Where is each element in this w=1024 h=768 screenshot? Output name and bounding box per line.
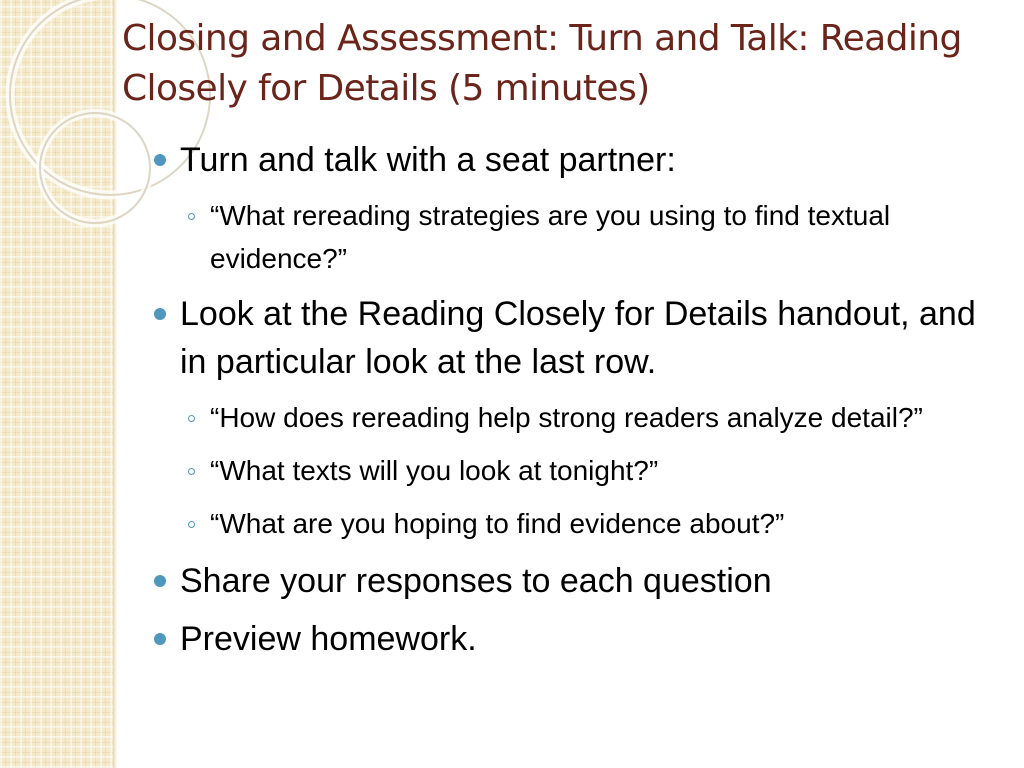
sub-bullet-item <box>150 449 1000 492</box>
bullet-dot-icon <box>154 575 166 587</box>
bullet-text: Preview homework. <box>180 620 477 658</box>
bullet-item <box>150 136 1000 184</box>
bullet-item <box>150 615 1000 663</box>
slide-title: Closing and Assessment: Turn and Talk: Reading Closely for Details (5 minutes) <box>122 18 962 109</box>
bullet-dot-icon <box>154 633 166 645</box>
sub-bullet-text: “What texts will you look at tonight?” <box>210 455 659 486</box>
sub-bullet-ring-icon <box>188 468 195 475</box>
sub-bullet-ring-icon <box>188 415 195 422</box>
bullet-text: Turn and talk with a seat partner: <box>180 141 676 179</box>
sub-bullet-text: “What rereading strategies are you using to find textual evidence?” <box>210 200 891 274</box>
sub-bullet-text: “How does rereading help strong readers analyze detail?” <box>210 402 923 433</box>
sub-bullet-text: “What are you hoping to find evidence about?” <box>210 508 785 539</box>
sub-bullet-ring-icon <box>188 521 195 528</box>
sub-bullet-ring-icon <box>188 213 195 220</box>
bullet-dot-icon <box>154 308 166 320</box>
bullet-list <box>150 136 1000 673</box>
bullet-dot-icon <box>154 154 166 166</box>
sub-bullet-item <box>150 194 1000 280</box>
bullet-item <box>150 557 1000 605</box>
bullet-item <box>150 290 1000 386</box>
bullet-text: Look at the Reading Closely for Details handout, and in particular look at the last row. <box>180 295 976 381</box>
sub-bullet-item <box>150 396 1000 439</box>
sub-bullet-item <box>150 502 1000 545</box>
bullet-text: Share your responses to each question <box>180 562 772 600</box>
